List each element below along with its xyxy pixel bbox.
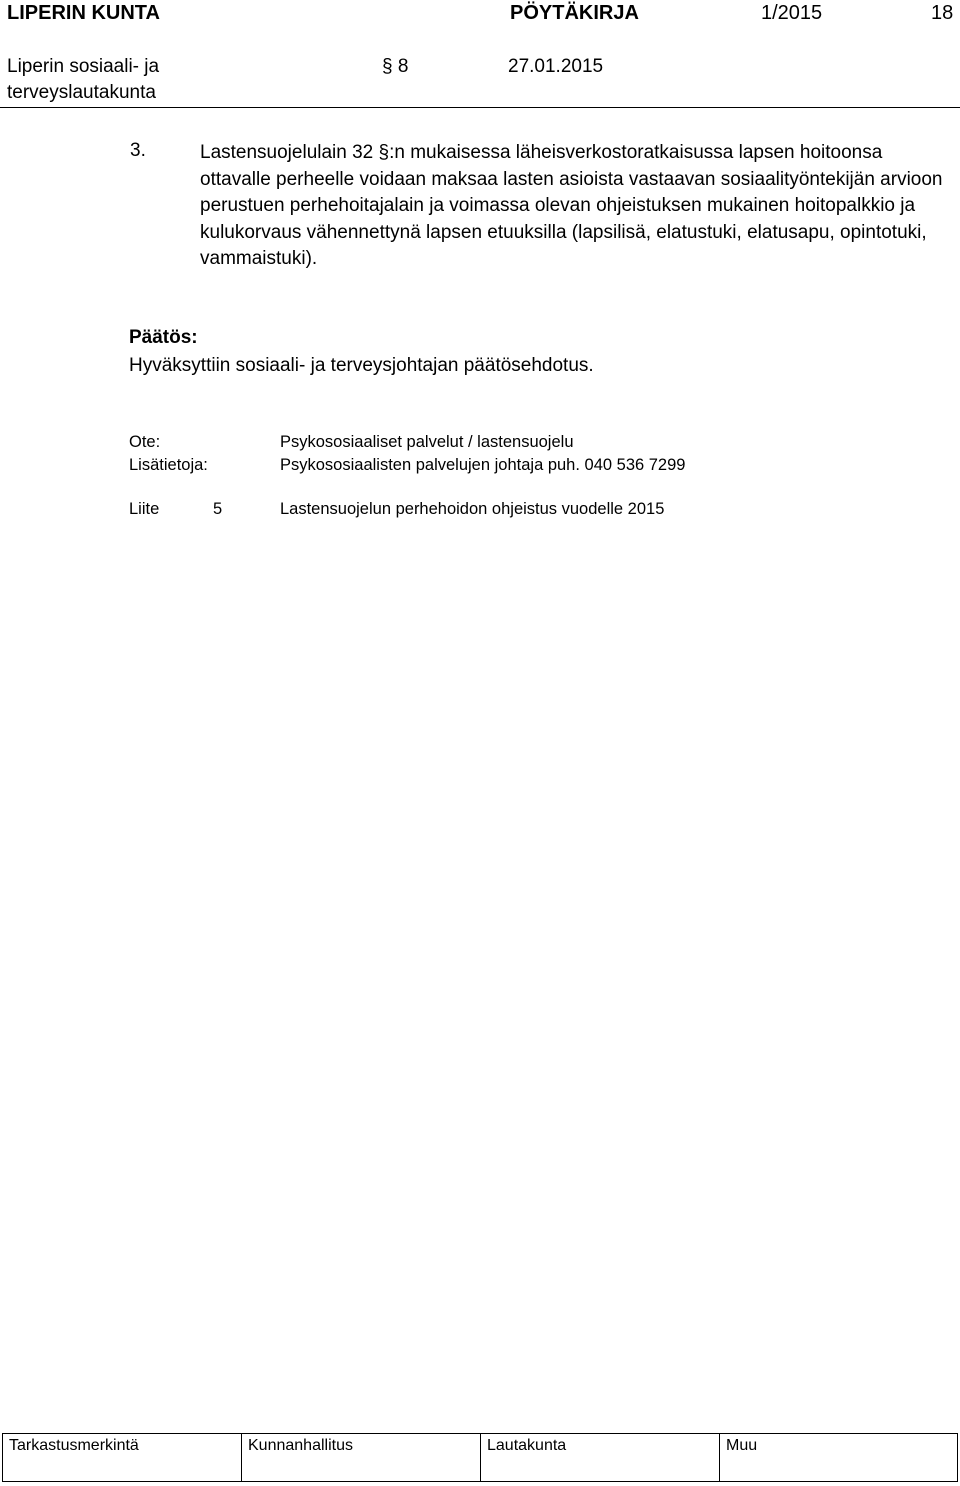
more-info-label: Lisätietoja:	[129, 456, 208, 474]
signature-cell-inspection: Tarkastusmerkintä	[3, 1434, 242, 1481]
header-divider	[0, 107, 960, 108]
board-name-line1: Liperin sosiaali- ja	[7, 56, 160, 77]
attachment-number: 5	[213, 500, 223, 518]
meeting-date: 27.01.2015	[508, 56, 604, 77]
document-number: 1/2015	[761, 2, 823, 24]
more-info-contact: Psykososiaalisten palvelujen johtaja puh. 040 536 7299	[280, 456, 686, 474]
signature-cell-committee: Lautakunta	[481, 1434, 720, 1481]
signature-cell-other: Muu	[726, 1437, 758, 1454]
excerpt-label: Ote:	[129, 433, 161, 451]
page-number: 18	[931, 2, 954, 24]
attachment-title: Lastensuojelun perhehoidon ohjeistus vuodelle 2015	[280, 500, 665, 518]
document-type: PÖYTÄKIRJA	[510, 2, 639, 24]
excerpt-recipient: Psykososiaaliset palvelut / lastensuojelu	[280, 433, 574, 451]
board-name-line2: terveyslautakunta	[7, 82, 156, 103]
decision-text: Hyväksyttiin sosiaali- ja terveysjohtajan päätösehdotus.	[129, 355, 594, 376]
item-text: Lastensuojelulain 32 §:n mukaisessa läheisverkostoratkaisussa lapsen hoitoonsa ottavalle perheelle voidaan maksaa lasten asioista vastaavan sosiaalityöntekijän arvioon perustuen perhehoitajalain ja voimassa olevan ohjeistuksen mukainen hoitopalkkio ja kulukorvaus vähennettynä lapsen etuuksilla (lapsilisä, elatustuki, elatusapu, opintotuki, vammaistuki).	[200, 142, 943, 269]
decision-label: Päätös:	[129, 327, 198, 348]
signature-table	[2, 1433, 958, 1482]
attachment-label: Liite	[129, 500, 160, 518]
paragraph-number: § 8	[382, 56, 409, 77]
organization-name: LIPERIN KUNTA	[7, 2, 160, 24]
signature-cell-municipal-board: Kunnanhallitus	[242, 1434, 481, 1481]
item-number: 3.	[130, 140, 146, 161]
